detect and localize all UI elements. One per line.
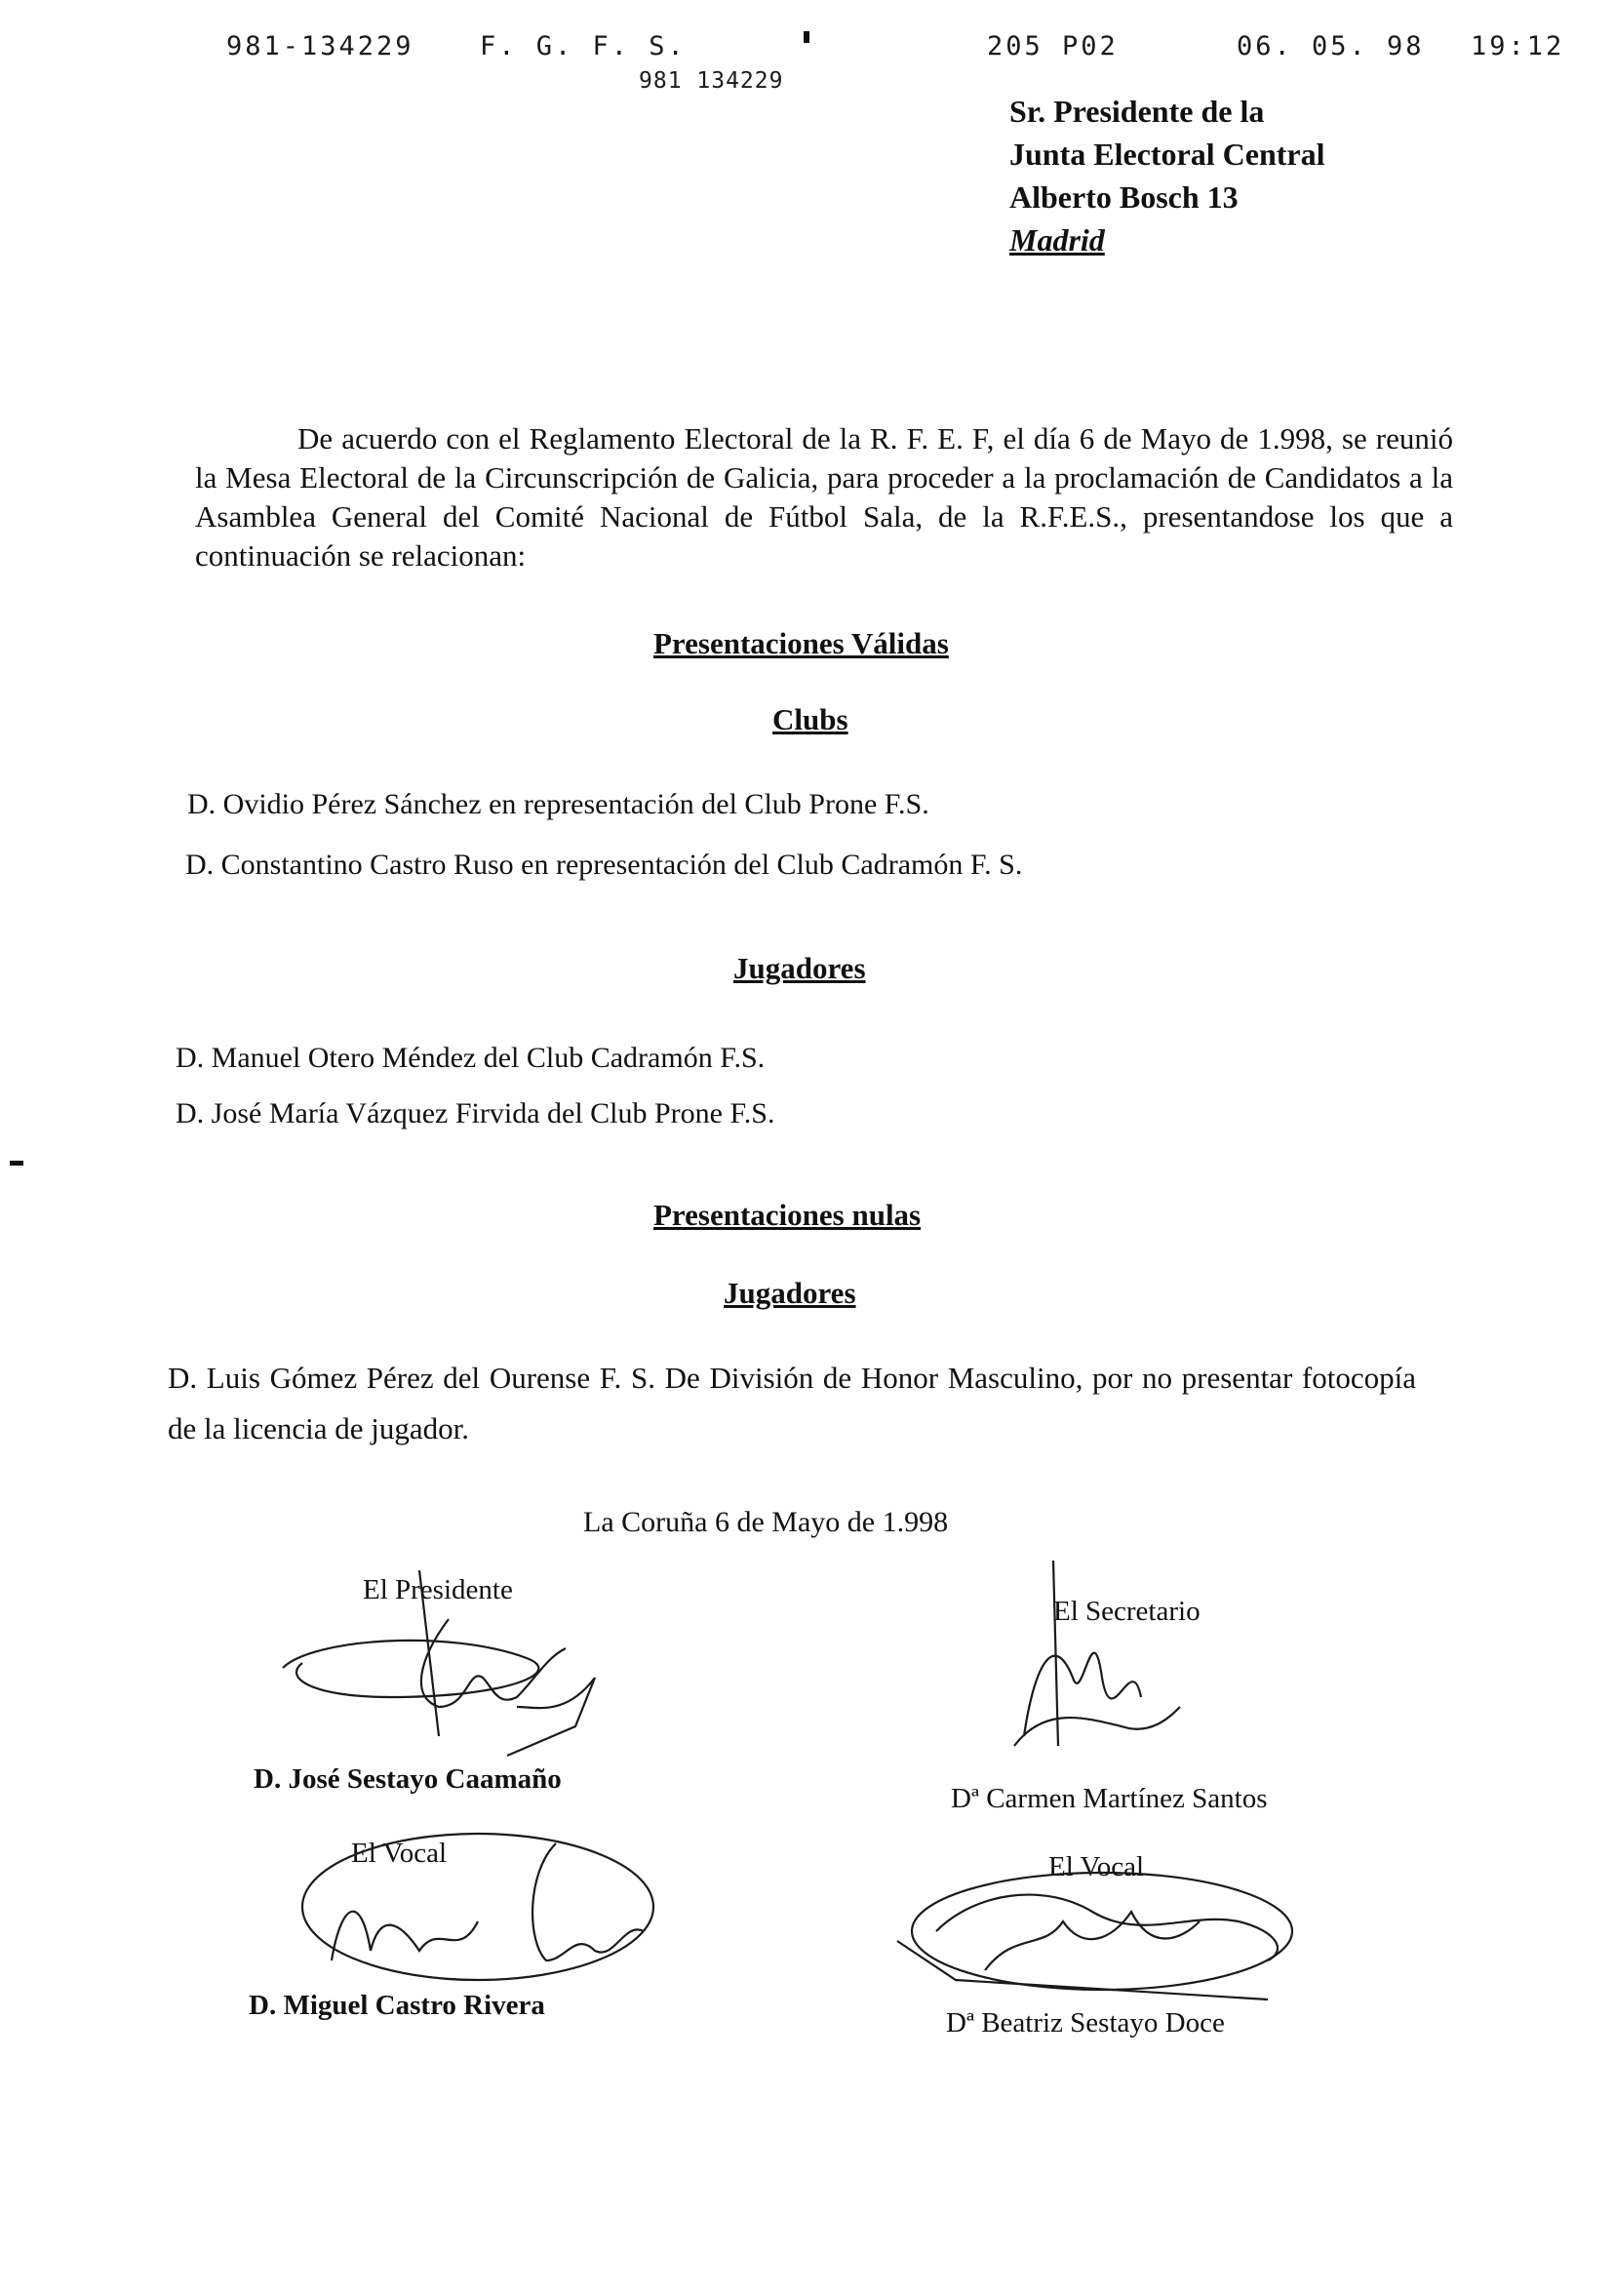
player-entry-2: D. José María Vázquez Firvida del Club Prone F.S. xyxy=(176,1097,775,1129)
fax-sub-number: 981 134229 xyxy=(639,68,784,94)
place-date: La Coruña 6 de Mayo de 1.998 xyxy=(583,1506,949,1538)
valid-entries-heading: Presentaciones Válidas xyxy=(653,626,949,660)
fax-date: 06. 05. 98 xyxy=(1237,31,1425,61)
null-players-heading: Jugadores xyxy=(724,1276,856,1310)
null-entries-heading: Presentaciones nulas xyxy=(653,1198,922,1232)
scan-mark-left xyxy=(10,1161,23,1166)
recipient-line2: Junta Electoral Central xyxy=(1009,137,1325,172)
recipient-address xyxy=(1009,90,1325,261)
club-entry-2: D. Constantino Castro Ruso en representación del Club Cadramón F. S. xyxy=(185,849,1023,881)
null-entry-text: D. Luis Gómez Pérez del Ourense F. S. De División de Honor Masculino, por no presentar fotocopía de la licencia de jugador. xyxy=(168,1361,1416,1445)
vocal1-signature-icon xyxy=(283,1814,673,2009)
clubs-heading: Clubs xyxy=(772,702,848,736)
intro-paragraph: De acuerdo con el Reglamento Electoral de la R. F. E. F, el día 6 de Mayo de 1.998, se reunió la Mesa Electoral de la Circunscripción de Galicia, para proceder a la proclamación de Candidatos a la Asamblea General del Comité Nacional de Fútbol Sala, de la R.F.E.S., presentandose los que a continuación se relacionan: xyxy=(195,421,1453,573)
secretary-name: Dª Carmen Martínez Santos xyxy=(951,1783,1268,1814)
players-heading: Jugadores xyxy=(733,951,866,985)
fax-code: 205 P02 xyxy=(987,31,1119,61)
recipient-line1: Sr. Presidente de la xyxy=(1009,94,1265,129)
fax-sender-number: 981-134229 xyxy=(226,31,414,61)
recipient-city: Madrid xyxy=(1009,222,1105,257)
president-signature-icon xyxy=(273,1561,605,1775)
scan-mark-top xyxy=(804,31,809,43)
vocal1-label: El Vocal xyxy=(351,1838,448,1869)
vocal2-signature-icon xyxy=(897,1853,1307,2078)
president-name: D. José Sestayo Caamaño xyxy=(254,1763,562,1795)
fax-sender-name: F. G. F. S. xyxy=(480,31,687,61)
vocal1-name: D. Miguel Castro Rivera xyxy=(249,1990,545,2021)
fax-time: 19:12 xyxy=(1471,31,1565,61)
club-entry-1: D. Ovidio Pérez Sánchez en representación del Club Prone F.S. xyxy=(187,788,929,820)
secretary-signature-icon xyxy=(985,1551,1200,1775)
vocal2-label: El Vocal xyxy=(1048,1851,1145,1882)
player-entry-1: D. Manuel Otero Méndez del Club Cadramón F.S. xyxy=(176,1042,766,1074)
recipient-line3: Alberto Bosch 13 xyxy=(1009,179,1239,215)
vocal2-name: Dª Beatriz Sestayo Doce xyxy=(946,2007,1225,2039)
secretary-label: El Secretario xyxy=(1053,1596,1201,1627)
president-label: El Presidente xyxy=(363,1574,513,1605)
